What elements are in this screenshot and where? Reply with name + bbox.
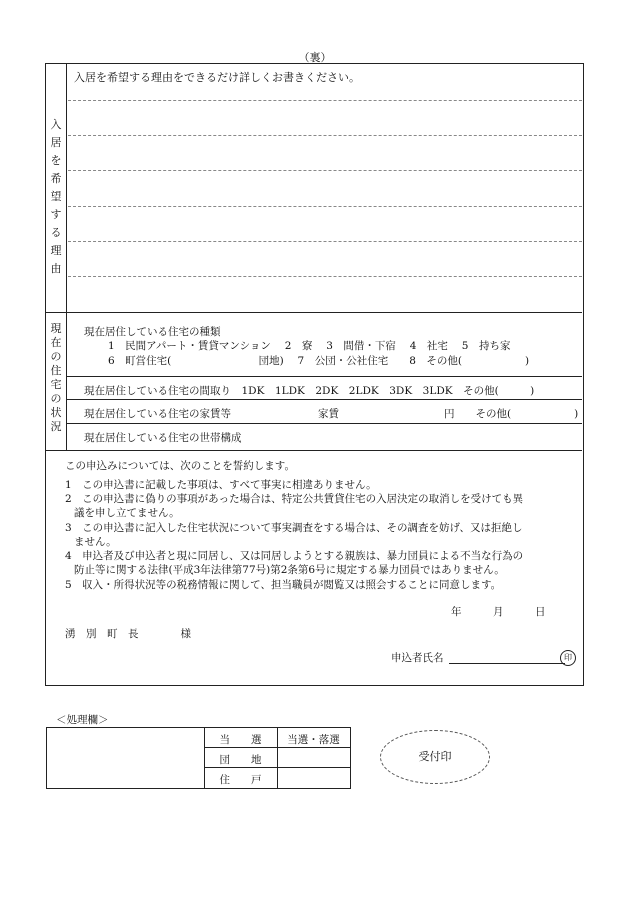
reason-side-char: 希 xyxy=(50,172,62,185)
addressee: 湧 別 町 長 様 xyxy=(65,628,191,640)
housing-side-label xyxy=(46,312,67,450)
processing-row-label: 当 選 xyxy=(219,734,262,746)
pledge-item: 3 この申込書に記入した住宅状況について事実調査をする場合は、その調査を妨げ、又は拒絶し xyxy=(65,522,523,534)
reason-side-char: す xyxy=(50,208,62,221)
housing-side-char: の xyxy=(50,392,62,405)
pledge-section xyxy=(46,450,582,685)
reason-side-char: を xyxy=(50,154,62,167)
election-result-field[interactable]: 当選・落選 xyxy=(287,734,340,746)
housing-type-title: 現在居住している住宅の種類 xyxy=(84,326,221,338)
housing-rent-fields[interactable]: 家賃 円 その他( ) xyxy=(318,408,579,420)
reception-stamp: 受付印 xyxy=(380,730,490,784)
housing-side-char: 況 xyxy=(50,420,62,433)
housing-side-char: 現 xyxy=(50,322,62,335)
reason-line[interactable] xyxy=(68,100,582,101)
reason-side-char: 望 xyxy=(50,190,62,203)
pledge-item: 1 この申込書に記載した事項は、すべて事実に相違ありません。 xyxy=(65,479,377,491)
seal-icon: 印 xyxy=(560,650,576,666)
processing-row-label: 住 戸 xyxy=(219,774,262,786)
housing-side-char: 在 xyxy=(50,336,62,349)
pledge-item: 議を申し立てません。 xyxy=(74,507,180,519)
page-label: （裏） xyxy=(298,51,332,64)
housing-section xyxy=(46,312,582,451)
reason-section xyxy=(46,64,582,313)
reason-side-label xyxy=(46,64,67,312)
pledge-item: 4 申込者及び申込者と現に同居し、又は同居しようとする親族は、暴力団員による不当な行為の xyxy=(65,550,524,562)
reason-side-char: 居 xyxy=(50,136,62,149)
processing-label: ＜処理欄＞ xyxy=(56,714,109,726)
housing-side-char: 宅 xyxy=(50,378,62,391)
housing-layout[interactable]: 現在居住している住宅の間取り 1DK 1LDK 2DK 2LDK 3DK 3LDK その他( ) xyxy=(84,385,535,397)
row-divider xyxy=(66,376,582,377)
processing-row-label: 団 地 xyxy=(219,754,262,766)
reason-line[interactable] xyxy=(68,135,582,136)
reason-prompt: 入居を希望する理由をできるだけ詳しくお書きください。 xyxy=(74,71,360,84)
pledge-item: 2 この申込書に偽りの事項があった場合は、特定公共賃貸住宅の入居決定の取消しを受けても異 xyxy=(65,493,524,505)
pledge-intro: この申込みについては、次のことを誓約します。 xyxy=(65,460,295,472)
pledge-item: ません。 xyxy=(74,536,117,548)
pledge-item: 5 収入・所得状況等の税務情報に関して、担当職員が閲覧又は照会することに同意します。 xyxy=(65,579,502,591)
reason-line[interactable] xyxy=(68,276,582,277)
reason-line[interactable] xyxy=(68,241,582,242)
housing-side-char: 住 xyxy=(50,364,62,377)
row-divider xyxy=(66,399,582,400)
application-form xyxy=(45,63,584,686)
reason-side-char: 入 xyxy=(50,118,62,131)
housing-rent-label: 現在居住している住宅の家賃等 xyxy=(84,408,231,420)
reason-line[interactable] xyxy=(68,170,582,171)
reason-side-char: 理 xyxy=(50,244,62,257)
housing-type-options-1[interactable]: 1 民間アパート・賃貸マンション 2 寮 3 間借・下宿 4 社宅 5 持ち家 xyxy=(108,340,511,352)
reason-line[interactable] xyxy=(68,206,582,207)
housing-side-char: 状 xyxy=(50,406,62,419)
pledge-item: 防止等に関する法律(平成3年法律第77号)第2条第6号に規定する暴力団員ではありません。 xyxy=(74,564,505,576)
housing-side-char: の xyxy=(50,350,62,363)
processing-table xyxy=(46,727,351,789)
housing-household[interactable]: 現在居住している住宅の世帯構成 xyxy=(84,432,242,444)
reason-side-char: 由 xyxy=(50,262,62,275)
housing-type-options-2[interactable]: 6 町営住宅( 団地) 7 公団・公社住宅 8 その他( ) xyxy=(108,355,530,367)
date-field[interactable]: 年 月 日 xyxy=(451,606,546,618)
applicant-name-label: 申込者氏名 xyxy=(391,652,444,664)
reason-side-char: る xyxy=(50,226,62,239)
applicant-name-field[interactable] xyxy=(449,663,565,664)
row-divider xyxy=(66,423,582,424)
